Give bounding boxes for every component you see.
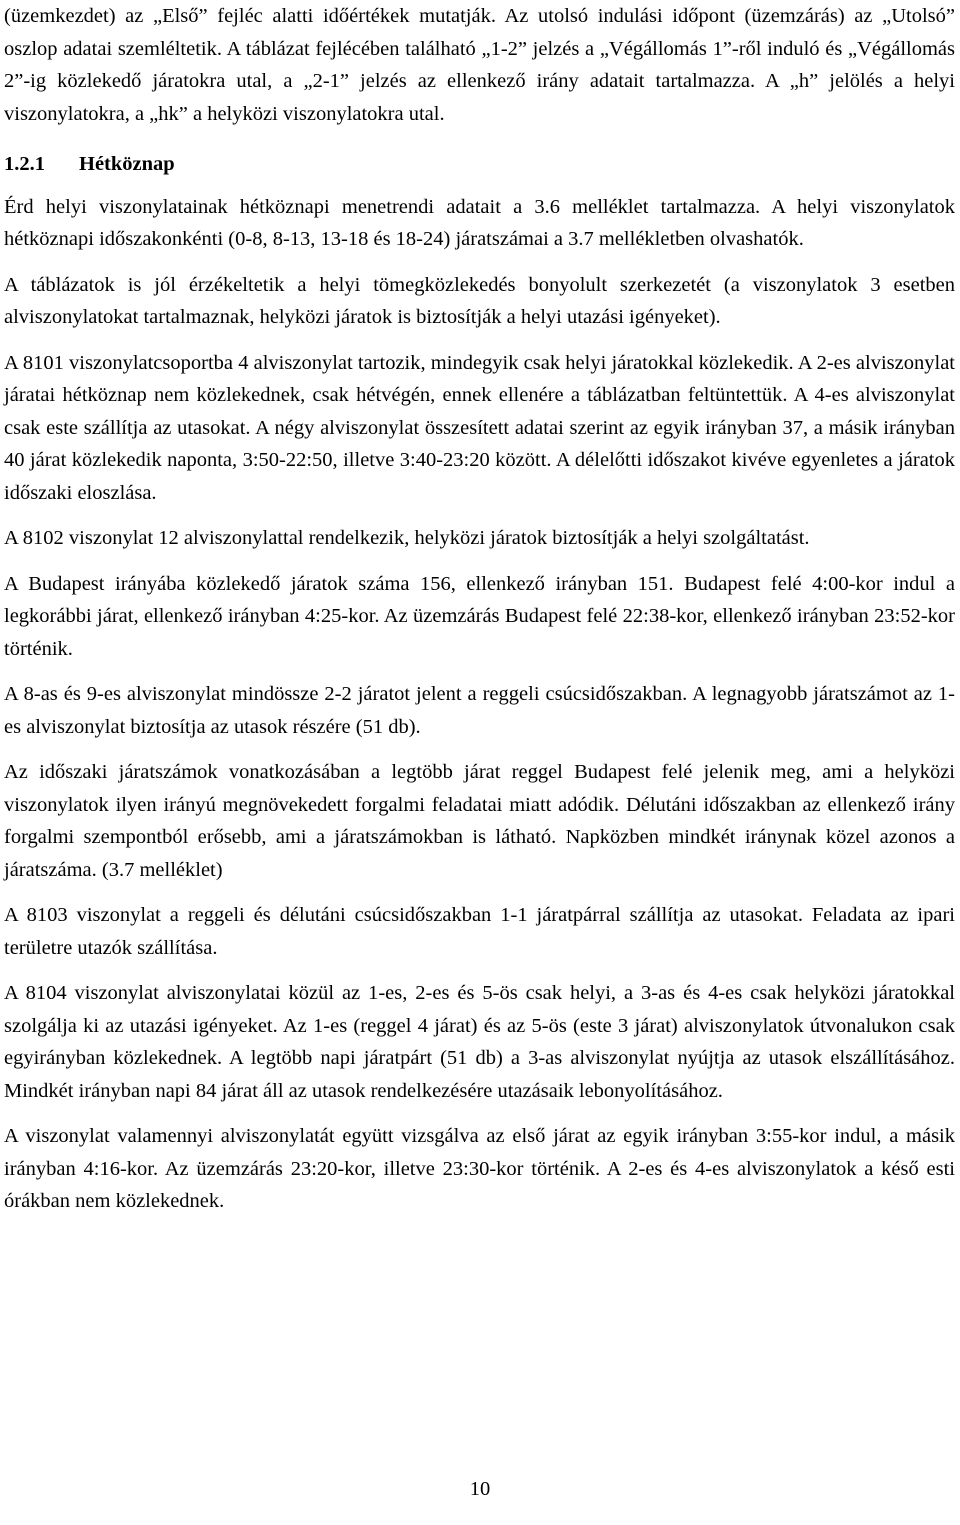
- paragraph-1: Érd helyi viszonylatainak hétköznapi menetrendi adatait a 3.6 melléklet tartalmazza. A helyi viszonylatok hétköznapi időszakonkénti (0-8, 8-13, 13-18 és 18-24) járatszámai a 3.7 mellékletben olvashatók.: [4, 195, 955, 250]
- paragraph-5: A Budapest irányába közlekedő járatok száma 156, ellenkező irányban 151. Budapest felé 4:00-kor indul a legkorábbi járat, ellenkező irányban 4:25-kor. Az üzemzárás Budapest felé 22:38-kor, ellenkező irányban 23:52-kor történik.: [4, 572, 955, 660]
- page-number: 10: [469, 1478, 491, 1500]
- paragraph-9: A 8104 viszonylat alviszonylatai közül az 1-es, 2-es és 5-ös csak helyi, a 3-as és 4-es csak helyközi járatokkal szolgálja ki az utazási igényeket. Az 1-es (reggel 4 járat) és az 5-ös (este 3 járat) alviszonylatok útvonalukon csak egyirányban közlekednek. A legtöbb napi járatpárt (51 db) a 3-as alviszonylat nyújtja az utasok elszállításához. Mindkét irányban napi 84 járat áll az utasok rendelkezésére utazásaik lebonyolításához.: [4, 982, 955, 1102]
- paragraph-6: A 8-as és 9-es alviszonylat mindössze 2-2 járatot jelent a reggeli csúcsidőszakban. A legnagyobb járatszámot az 1-es alviszonylat biztosítja az utasok részére (51 db).: [4, 683, 955, 738]
- paragraph-10: A viszonylat valamennyi alviszonylatát együtt vizsgálva az első járat az egyik irányban 3:55-kor indul, a másik irányban 4:16-kor. Az üzemzárás 23:20-kor, illetve 23:30-kor történik. A 2-es és 4-es alviszonylatok a késő esti órákban nem közlekednek.: [4, 1125, 955, 1212]
- paragraph-7: Az időszaki járatszámok vonatkozásában a legtöbb járat reggel Budapest felé jelenik meg, ami a helyközi viszonylatok ilyen irányú megnövekedett forgalmi feladatai miatt adódik. Délutáni időszakban az ellenkező irány forgalmi szempontból erősebb, ami a járatszámokban is látható. Napközben mindkét iránynak közel azonos a járatszáma. (3.7 melléklet): [4, 761, 955, 881]
- paragraph-8: A 8103 viszonylat a reggeli és délutáni csúcsidőszakban 1-1 járatpárral szállítja az utasokat. Feladata az ipari területre utazók szállítása.: [4, 904, 955, 959]
- document-page: [4, 0, 955, 1218]
- paragraph-3: A 8101 viszonylatcsoportba 4 alviszonylat tartozik, mindegyik csak helyi járatokkal közlekedik. A 2-es alviszonylat járatai hétköznap nem közlekednek, csak hétvégén, ennek ellenére a táblázatban feltüntettük. A 4-es alviszonylat csak este szállítja az utasokat. A négy alviszonylat összesített adatai szerint az egyik irányban 37, a másik irányban 40 járat közlekedik naponta, 3:50-22:50, illetve 3:40-23:20 között. A délelőtti időszakot kivéve egyenletes a járatok időszaki eloszlása.: [4, 351, 955, 504]
- section-heading: [4, 148, 955, 181]
- section-number: 1.2.1: [4, 153, 45, 175]
- intro-paragraph: (üzemkezdet) az „Első” fejléc alatti időértékek mutatják. Az utolsó indulási időpont (üzemzárás) az „Utolsó” oszlop adatai szemléltetik. A táblázat fejlécében található „1-2” jelzés a „Végállomás 1”-ről induló és „Végállomás 2”-ig közlekedő járatokra utal, a „2-1” jelzés az ellenkező irány adatait tartalmazza. A „h” jelölés a helyi viszonylatokra, a „hk” a helyközi viszonylatokra utal.: [4, 5, 955, 125]
- section-title: Hétköznap: [79, 153, 175, 175]
- paragraph-2: A táblázatok is jól érzékeltetik a helyi tömegközlekedés bonyolult szerkezetét (a viszonylatok 3 esetben alviszonylatokat tartalmaznak, helyközi járatok is biztosítják a helyi utazási igényeket).: [4, 273, 955, 328]
- paragraph-4: A 8102 viszonylat 12 alviszonylattal rendelkezik, helyközi járatok biztosítják a helyi szolgáltatást.: [4, 527, 810, 549]
